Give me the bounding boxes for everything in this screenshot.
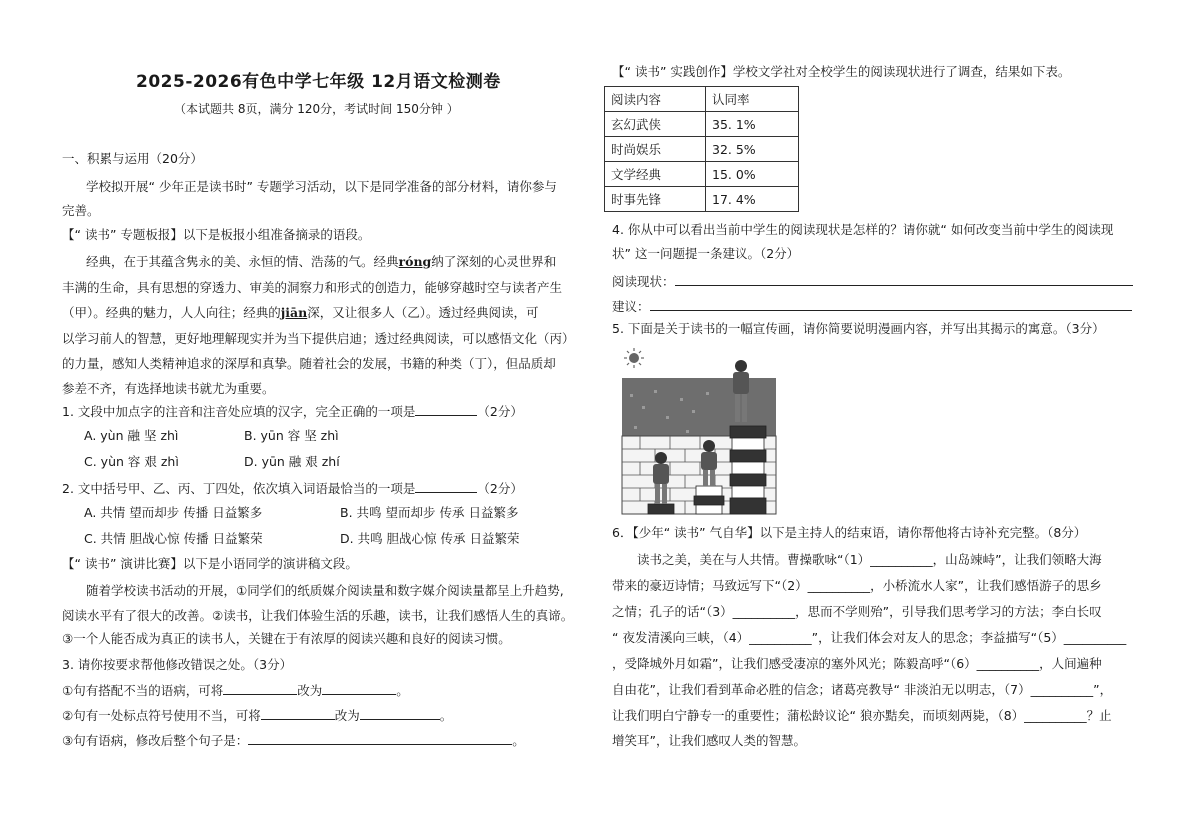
answer-blank[interactable] [322,682,396,695]
table-header-cell: 阅读内容 [605,87,706,112]
option-c: C. 共情 胆战心惊 传播 日益繁荣 [84,531,263,546]
q4-suggest-line [612,298,1132,315]
table-cell: 文学经典 [605,162,706,187]
answer-blank[interactable] [223,682,297,695]
table-cell: 时事先锋 [605,187,706,212]
answer-blank[interactable] [248,732,512,745]
option-b: B. 共鸣 望而却步 传承 日益繁多 [340,505,519,520]
table-header-cell: 认同率 [706,87,799,112]
intro-text: 完善。 [62,203,100,218]
q3-text: ①句有搭配不当的语病，可将 [62,683,224,698]
score: （2分） [477,481,523,496]
option-a: A. 共情 望而却步 传播 日益繁多 [84,505,263,520]
table-row [605,187,799,212]
board-heading: 【“ 读书” 专题板报】以下是板报小组准备摘录的语段。 [62,227,371,242]
passage-line: 丰满的生命，具有思想的穿透力、审美的洞察力和形式的创造力，能够穿越时空与读者产生 [62,280,563,295]
question-text: 2. 文中括号甲、乙、丙、丁四处，依次填入词语最恰当的一项是 [62,481,416,496]
poem-line: 增笑耳”，让我们感叹人类的智慧。 [612,733,806,748]
q3-item-3 [62,732,525,749]
question-4-cont: 状” 这一问题提一条建议。（2分） [612,246,800,261]
passage-text: 纳了深刻的心灵世界和 [431,254,557,269]
q3-text: ②句有一处标点符号使用不当，可将 [62,708,261,723]
q3-text: 改为 [334,708,360,723]
passage-line: 以学习前人的智慧，更好地理解现实并为当下提供启迪；透过经典阅读，可以感悟文化（丙） [62,331,575,346]
q3-text: 。 [512,733,525,748]
question-4: 4. 你从中可以看出当前中学生的阅读现状是怎样的？请你就“ 如何改变当前中学生的阅读现 [612,222,1114,237]
question-2 [62,480,523,497]
poem-line: 之情；孔子的话“（3）__________，思而不学则殆”，引导我们思考学习的方法；李白长叹 [612,604,1102,619]
question-text: 1. 文段中加点字的注音和注音处应填的汉字，完全正确的一项是 [62,404,416,419]
question-3: 3. 请你按要求帮他修改错误之处。（3分） [62,657,293,672]
q4-label: 阅读现状： [612,274,675,289]
survey-table [604,86,799,212]
table-cell: 17. 4% [706,187,799,212]
intro-text: 学校拟开展“ 少年正是读书时” 专题学习活动，以下是同学准备的部分材料，请你参与 [86,179,557,194]
speech-line: 阅读水平有了很大的改善。②读书，让我们体验生活的乐趣，读书，让我们感悟人生的真谛。 [62,608,574,623]
q3-text: 。 [439,708,453,723]
table-cell: 时尚娱乐 [605,137,706,162]
q3-item-2 [62,707,452,724]
score: （2分） [477,404,523,419]
pinyin-mark: róng [398,254,432,269]
q3-item-1 [62,682,409,699]
pinyin-mark: jiān [280,305,308,320]
answer-blank[interactable] [415,480,477,493]
table-cell: 35. 1% [706,112,799,137]
answer-blank[interactable] [415,403,477,416]
table-cell: 32. 5% [706,137,799,162]
question-6: 6．【少年“ 读书” 气自华】以下是主持人的结束语，请你帮他将古诗补充完整。（8分） [612,525,1087,540]
table-header-row [605,87,799,112]
answer-blank[interactable] [650,298,1132,311]
table-row [605,112,799,137]
speech-heading: 【“ 读书” 演讲比赛】以下是小语同学的演讲稿文段。 [62,556,358,571]
question-5: 5. 下面是关于读书的一幅宣传画，请你简要说明漫画内容，并写出其揭示的寓意。（3分） [612,321,1105,336]
table-row [605,137,799,162]
passage-text: 深，又让很多人（乙）。透过经典阅读，可 [307,305,539,320]
practice-heading: 【“ 读书” 实践创作】学校文学社对全校学生的阅读现状进行了调查，结果如下表。 [612,64,1071,79]
exam-info: （本试题共 8页，满分 120分，考试时间 150分钟 ） [174,102,459,116]
passage-line: 参差不齐，有选择地读书就尤为重要。 [62,381,275,396]
answer-blank[interactable] [261,707,335,720]
answer-blank[interactable] [675,273,1133,286]
reading-poster-illustration [620,346,780,516]
question-1 [62,403,523,420]
option-b: B. yūn 容 坚 zhì [244,428,339,443]
poem-line: 自由花”，让我们看到革命必胜的信念；诸葛亮教导“ 非淡泊无以明志，（7）__________”， [612,682,1113,697]
poem-line: 带来的豪迈诗情；马致远写下“（2）__________，小桥流水人家”，让我们感悟游子的思乡 [612,578,1102,593]
passage-line: 的力量，感知人类精神追求的深厚和真挚。随着社会的发展，书籍的种类（丁），但品质却 [62,356,556,371]
option-a: A. yùn 融 坚 zhì [84,428,179,443]
q3-text: 改为 [297,683,323,698]
table-cell: 玄幻武侠 [605,112,706,137]
sun-icon [624,348,644,368]
passage-text: 经典，在于其蕴含隽永的美、永恒的情、浩荡的气。经典 [86,254,399,269]
book-stack [730,426,766,514]
q3-text: 。 [396,683,409,698]
speech-line: ③一个人能否成为真正的读书人，关键在于有浓厚的阅读兴趣和良好的阅读习惯。 [62,631,511,646]
passage-line [62,305,539,321]
book-stack [648,504,674,514]
section-heading: 一、积累与运用（20分） [62,151,203,166]
passage-text: （甲）。经典的魅力，人人向往；经典的 [62,305,281,320]
poem-line: 读书之美，美在与人共情。曹操歌咏“（1）__________，山岛竦峙”，让我们领略大海 [637,552,1102,567]
q4-status-line [612,273,1133,290]
q3-text: ③句有语病，修改后整个句子是： [62,733,249,748]
option-d: D. 共鸣 胆战心惊 传承 日益繁荣 [340,531,520,546]
book-stack [694,486,724,514]
poem-line: 让我们明白宁静专一的重要性；蒲松龄议论“ 狼亦黠矣，而顷刻两毙，（8）__________？止 [612,708,1112,723]
poem-line: “ 夜发清溪向三峡，（4）__________”，让我们体会对友人的思念；李益描写“（5）__________ [612,630,1127,645]
page-title: 2025-2026有色中学七年级 12月语文检测卷 [136,72,501,92]
speech-line: 随着学校读书活动的开展，①同学们的纸质媒介阅读量和数字媒介阅读量都呈上升趋势, [86,583,564,598]
answer-blank[interactable] [360,707,440,720]
q4-label: 建议： [612,299,650,314]
option-c: C. yùn 容 艰 zhì [84,454,179,469]
table-cell: 15. 0% [706,162,799,187]
poem-line: ，受降城外月如霜”，让我们感受凄凉的塞外风光；陈毅高呼“（6）__________，人间遍种 [612,656,1102,671]
option-d: D. yūn 融 艰 zhí [244,454,340,469]
passage-line [86,254,556,270]
table-row [605,162,799,187]
